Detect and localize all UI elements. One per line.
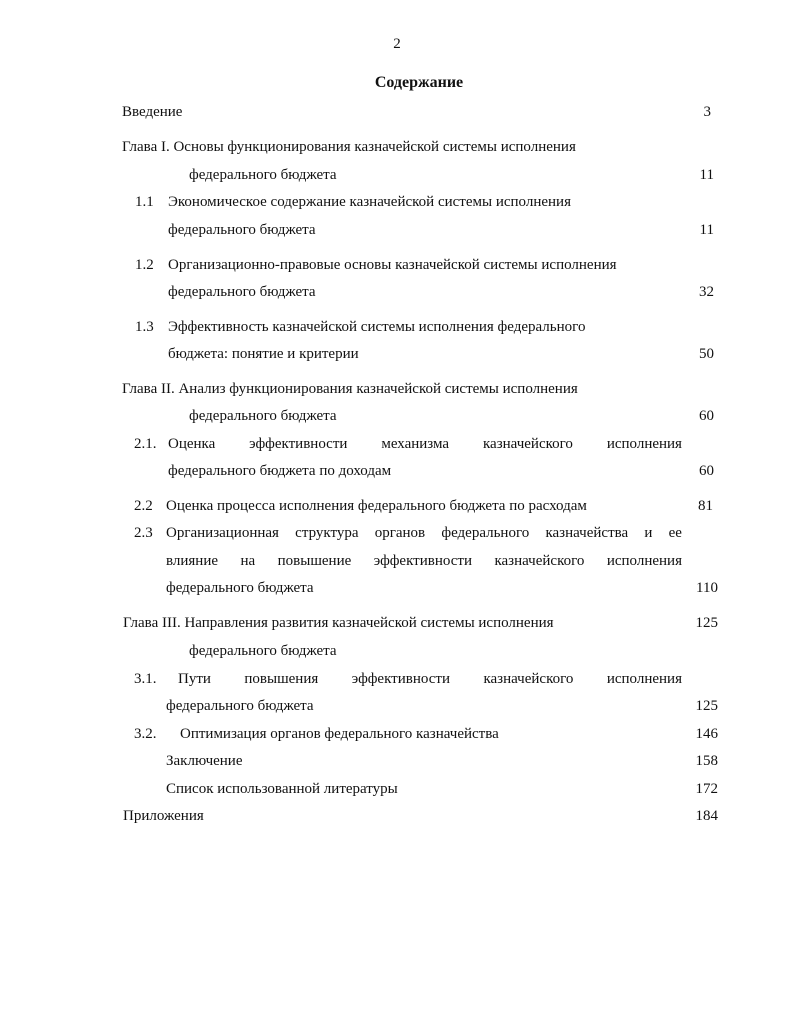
page-number: 2 bbox=[393, 36, 401, 52]
toc-section-2-3-page: 110 bbox=[696, 580, 718, 596]
toc-word: казначейского bbox=[483, 671, 574, 687]
toc-section-2-1-line1 bbox=[168, 435, 682, 453]
toc-section-2-1-line2: федерального бюджета по доходам bbox=[168, 463, 392, 479]
toc-chapter-3-page: 125 bbox=[695, 615, 718, 631]
toc-chapter-2-line2: федерального бюджета bbox=[189, 408, 337, 424]
toc-word: повышения bbox=[244, 671, 319, 687]
toc-word: влияние bbox=[166, 553, 219, 569]
toc-literature-label: Список использованной литературы bbox=[166, 781, 398, 797]
toc-word: федерального bbox=[441, 525, 530, 541]
toc-chapter-2-page: 60 bbox=[699, 408, 714, 424]
toc-chapter-3-line1: Глава III. Направления развития казначейской системы исполнения bbox=[123, 615, 554, 631]
toc-word: исполнения bbox=[606, 671, 682, 687]
toc-word: Пути bbox=[178, 671, 211, 687]
toc-conclusion-label: Заключение bbox=[166, 753, 243, 769]
toc-word: механизма bbox=[381, 436, 450, 452]
toc-section-1-3-number: 1.3 bbox=[135, 319, 154, 335]
toc-word: и bbox=[644, 525, 653, 541]
toc-section-2-2-page: 81 bbox=[698, 498, 713, 514]
toc-section-2-2-line1: Оценка процесса исполнения федерального бюджета по расходам bbox=[166, 498, 587, 514]
toc-appendices-page: 184 bbox=[695, 808, 718, 824]
toc-word: ее bbox=[668, 525, 682, 541]
toc-section-3-2-number: 3.2. bbox=[134, 726, 157, 742]
toc-literature-page: 172 bbox=[695, 781, 718, 797]
toc-intro-label: Введение bbox=[122, 104, 183, 120]
toc-section-1-2-number: 1.2 bbox=[135, 257, 154, 273]
toc-chapter-1-page: 11 bbox=[699, 167, 714, 183]
toc-word: органов bbox=[374, 525, 426, 541]
toc-section-3-2-page: 146 bbox=[695, 726, 718, 742]
toc-section-3-1-line2: федерального бюджета bbox=[166, 698, 314, 714]
toc-section-2-1-number: 2.1. bbox=[134, 436, 157, 452]
toc-section-2-3-line2 bbox=[166, 552, 682, 570]
toc-word: Организационная bbox=[166, 525, 279, 541]
toc-section-1-2-line2: федерального бюджета bbox=[168, 284, 316, 300]
toc-section-1-3-line1: Эффективность казначейской системы исполнения федерального bbox=[168, 319, 586, 335]
toc-word: эффективности bbox=[351, 671, 450, 687]
toc-appendices-label: Приложения bbox=[123, 808, 204, 824]
toc-section-1-3-page: 50 bbox=[699, 346, 714, 362]
toc-section-1-1-line2: федерального бюджета bbox=[168, 222, 316, 238]
toc-conclusion-page: 158 bbox=[695, 753, 718, 769]
toc-chapter-1-line2: федерального бюджета bbox=[189, 167, 337, 183]
toc-section-2-3-line1 bbox=[166, 524, 682, 542]
toc-word: эффективности bbox=[249, 436, 348, 452]
toc-chapter-1-line1: Глава I. Основы функционирования казначейской системы исполнения bbox=[122, 139, 576, 155]
toc-title: Содержание bbox=[374, 74, 464, 91]
toc-section-1-2-line1: Организационно-правовые основы казначейской системы исполнения bbox=[168, 257, 617, 273]
toc-section-2-3-number: 2.3 bbox=[134, 525, 153, 541]
toc-section-2-1-page: 60 bbox=[699, 463, 714, 479]
toc-word: казначейского bbox=[494, 553, 585, 569]
toc-section-3-1-number: 3.1. bbox=[134, 671, 157, 687]
toc-chapter-3-line2: федерального бюджета bbox=[189, 643, 337, 659]
toc-section-3-1-page: 125 bbox=[695, 698, 718, 714]
toc-intro-page: 3 bbox=[703, 104, 711, 120]
toc-word: повышение bbox=[277, 553, 352, 569]
toc-word: исполнения bbox=[606, 436, 682, 452]
toc-word: структура bbox=[295, 525, 359, 541]
toc-word: исполнения bbox=[606, 553, 682, 569]
toc-section-2-2-number: 2.2 bbox=[134, 498, 153, 514]
toc-chapter-2-line1: Глава II. Анализ функционирования казначейской системы исполнения bbox=[122, 381, 578, 397]
toc-section-1-1-number: 1.1 bbox=[135, 194, 154, 210]
toc-section-1-1-line1: Экономическое содержание казначейской системы исполнения bbox=[168, 194, 571, 210]
toc-section-2-3-line3: федерального бюджета bbox=[166, 580, 314, 596]
toc-section-1-2-page: 32 bbox=[699, 284, 714, 300]
toc-word: эффективности bbox=[373, 553, 472, 569]
toc-word: на bbox=[240, 553, 256, 569]
toc-section-3-1-line1 bbox=[178, 670, 682, 688]
toc-section-3-2-line1: Оптимизация органов федерального казначейства bbox=[180, 726, 499, 742]
toc-word: казначейства bbox=[545, 525, 629, 541]
toc-word: Оценка bbox=[168, 436, 216, 452]
toc-section-1-1-page: 11 bbox=[699, 222, 714, 238]
toc-section-1-3-line2: бюджета: понятие и критерии bbox=[168, 346, 359, 362]
toc-word: казначейского bbox=[482, 436, 573, 452]
